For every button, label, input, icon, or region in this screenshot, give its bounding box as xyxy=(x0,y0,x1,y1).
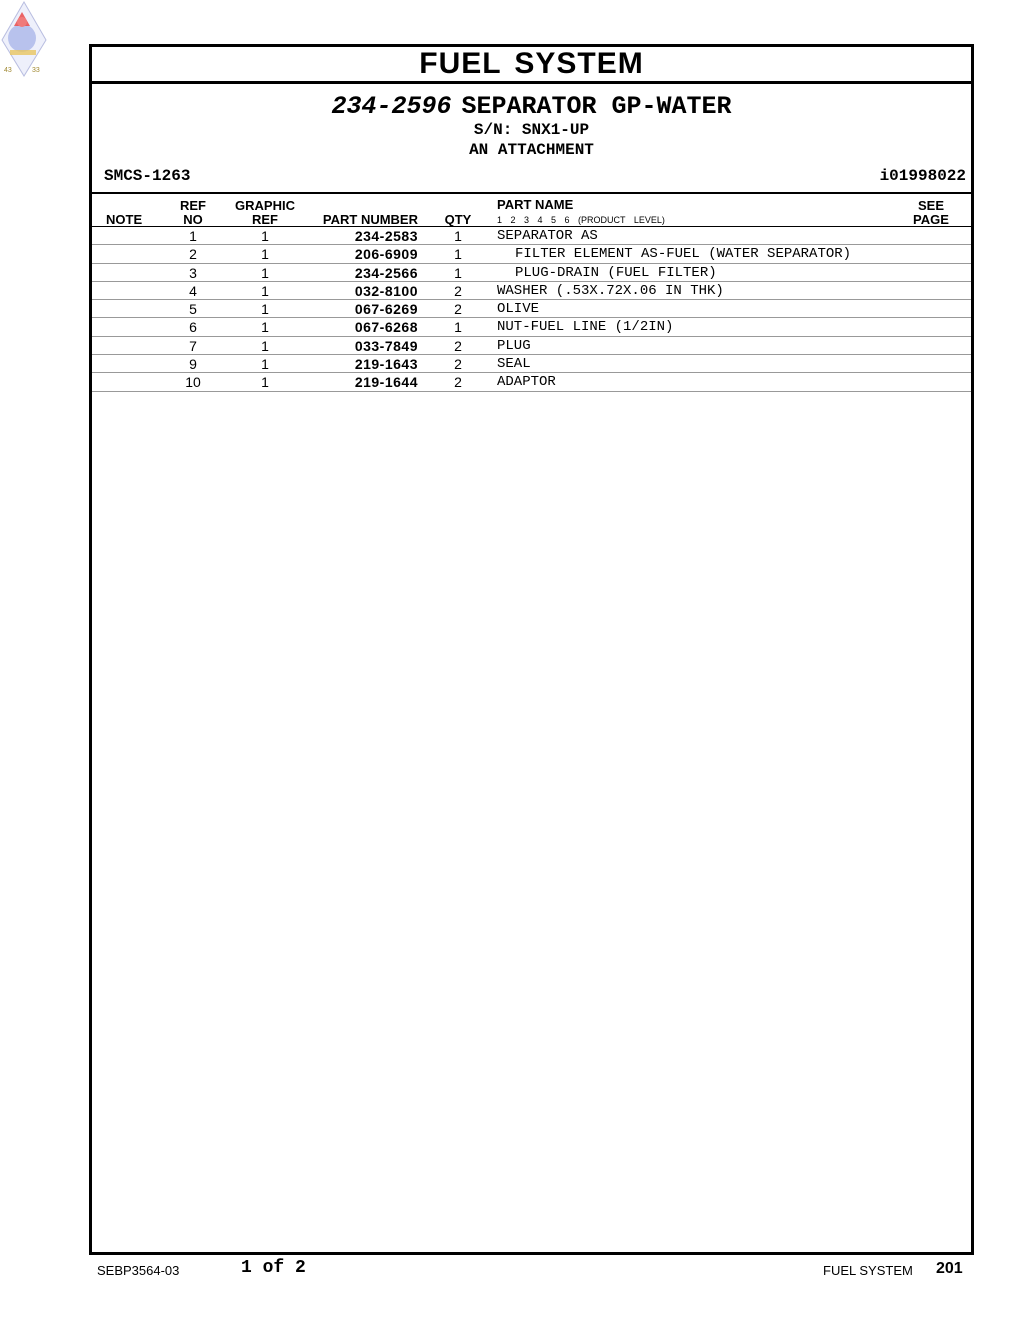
part-number: 067-6269 xyxy=(354,301,418,318)
qty: 1 xyxy=(454,319,462,336)
qty: 1 xyxy=(454,228,462,244)
part-name: NUT-FUEL LINE (1/2IN) xyxy=(497,319,674,336)
header-graphic-line2: REF xyxy=(252,212,278,227)
header-see-line1: SEE xyxy=(917,198,944,213)
header-part-number: PART NUMBER xyxy=(322,212,418,227)
graphic-ref: 1 xyxy=(261,301,269,318)
qty: 2 xyxy=(454,301,462,318)
table-row xyxy=(92,355,971,373)
header-qty: QTY xyxy=(444,212,472,227)
header-ref-line1: REF xyxy=(180,198,206,213)
header-see-line2: PAGE xyxy=(913,212,949,227)
page-title: FUEL SYSTEM xyxy=(419,47,644,80)
table-row xyxy=(92,300,971,318)
graphic-ref: 1 xyxy=(261,337,269,354)
table-row xyxy=(92,227,971,245)
part-number: 219-1644 xyxy=(354,374,418,391)
graphic-ref: 1 xyxy=(261,228,269,244)
part-number: 067-6268 xyxy=(354,319,418,336)
footer-section: FUEL SYSTEM xyxy=(823,1263,913,1278)
table-row xyxy=(92,337,971,355)
part-number: 234-2566 xyxy=(354,264,418,281)
graphic-ref: 1 xyxy=(261,319,269,336)
qty: 2 xyxy=(454,337,462,354)
parts-page-frame xyxy=(89,44,974,1255)
part-name: PLUG-DRAIN (FUEL FILTER) xyxy=(515,264,717,281)
part-number: 032-8100 xyxy=(354,282,418,299)
table-row xyxy=(92,373,971,391)
smcs-code: SMCS-1263 xyxy=(104,167,191,185)
ref-no: 7 xyxy=(189,337,197,354)
group-part-number: 234-2596 xyxy=(331,92,452,121)
table-row xyxy=(92,282,971,300)
part-name: SEPARATOR AS xyxy=(497,228,598,244)
footer-doc-id: SEBP3564-03 xyxy=(97,1263,180,1278)
info-id: i01998022 xyxy=(879,167,966,185)
ref-no: 10 xyxy=(185,374,201,391)
part-name: ADAPTOR xyxy=(497,374,556,391)
table-header xyxy=(92,194,971,227)
part-name: OLIVE xyxy=(497,301,540,318)
qty: 1 xyxy=(454,264,462,281)
page-footer xyxy=(0,1258,1020,1282)
footer-page-number: 201 xyxy=(936,1260,963,1277)
qty: 2 xyxy=(454,374,462,391)
graphic-ref: 1 xyxy=(261,356,269,373)
publisher-logo-icon xyxy=(0,0,48,78)
header-ref-line2: NO xyxy=(183,212,203,227)
part-name: WASHER (.53X.72X.06 IN THK) xyxy=(497,282,724,299)
ref-no: 9 xyxy=(189,356,197,373)
table-row xyxy=(92,245,971,263)
group-type: AN ATTACHMENT xyxy=(469,141,594,159)
qty: 2 xyxy=(454,356,462,373)
ref-no: 6 xyxy=(189,319,197,336)
part-number: 234-2583 xyxy=(354,228,418,244)
ref-no: 4 xyxy=(189,282,197,299)
logo-right-number: 33 xyxy=(32,67,40,74)
qty: 1 xyxy=(454,246,462,263)
parts-list xyxy=(92,227,971,392)
footer-page-of: 1 of 2 xyxy=(241,1258,306,1278)
group-title xyxy=(92,92,971,121)
part-name: SEAL xyxy=(497,356,531,373)
table-row xyxy=(92,264,971,282)
part-number: 219-1643 xyxy=(354,356,418,373)
header-graphic-line1: GRAPHIC xyxy=(235,198,295,213)
part-name: FILTER ELEMENT AS-FUEL (WATER SEPARATOR) xyxy=(515,246,852,263)
header-product-levels: 1 2 3 4 5 6 (PRODUCT LEVEL) xyxy=(497,215,665,225)
graphic-ref: 1 xyxy=(261,374,269,391)
ref-no: 5 xyxy=(189,301,197,318)
table-row xyxy=(92,318,971,336)
graphic-ref: 1 xyxy=(261,246,269,263)
ref-no: 3 xyxy=(189,264,197,281)
header-part-name: PART NAME xyxy=(497,197,574,212)
logo-left-number: 43 xyxy=(4,67,12,74)
graphic-ref: 1 xyxy=(261,264,269,281)
part-number: 033-7849 xyxy=(354,337,418,354)
part-name: PLUG xyxy=(497,337,531,354)
title-bar xyxy=(92,47,971,84)
group-name: SEPARATOR GP-WATER xyxy=(461,92,732,121)
graphic-ref: 1 xyxy=(261,282,269,299)
ref-no: 1 xyxy=(189,228,197,244)
qty: 2 xyxy=(454,282,462,299)
part-number: 206-6909 xyxy=(354,246,418,263)
ref-no: 2 xyxy=(189,246,197,263)
serial-number: S/N: SNX1-UP xyxy=(473,121,590,139)
header-note: NOTE xyxy=(106,212,143,227)
group-header xyxy=(92,84,971,194)
